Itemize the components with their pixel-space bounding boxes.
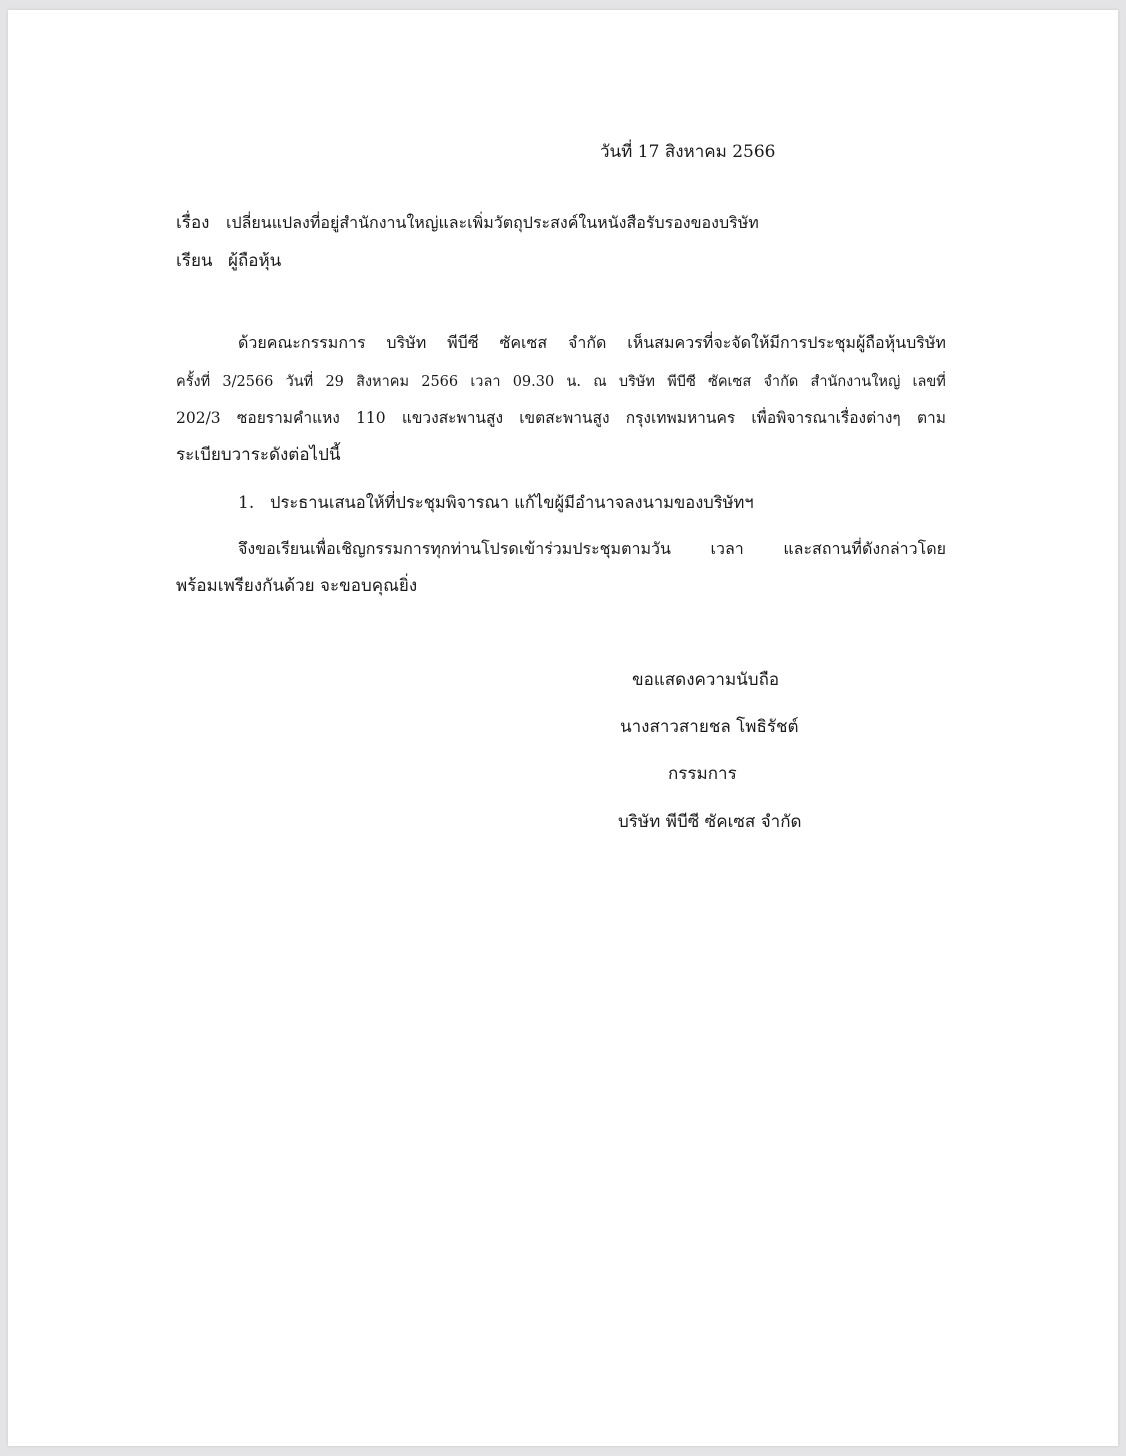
body-line-3 xyxy=(176,407,946,429)
subject-label: เรื่อง xyxy=(176,213,210,233)
body-word: พีบีซี xyxy=(447,333,479,352)
body-word: ณ xyxy=(593,374,607,390)
body-word: และสถานที่ดังกล่าวโดย xyxy=(783,539,946,558)
body-word: เวลา xyxy=(470,374,501,390)
invite-line-2: พร้อมเพรียงกันด้วย จะขอบคุณยิ่ง xyxy=(176,576,418,596)
body-word: ด้วยคณะกรรมการ xyxy=(238,333,366,352)
body-word: จึงขอเรียนเพื่อเชิญกรรมการทุกท่านโปรดเข้าร่วมประชุมตามวัน xyxy=(238,539,671,558)
salutation-label: เรียน xyxy=(176,251,213,271)
body-word: 110 xyxy=(356,409,386,427)
closing: ขอแสดงความนับถือ xyxy=(632,670,780,690)
signer-company: บริษัท พีบีซี ซัคเซส จำกัด xyxy=(618,812,802,832)
body-word: สำนักงานใหญ่ xyxy=(810,374,901,390)
body-word: ตาม xyxy=(916,409,946,427)
letter-page xyxy=(8,10,1118,1446)
body-word: บริษัท xyxy=(386,333,427,352)
body-line-1 xyxy=(238,332,946,354)
subject-text: เปลี่ยนแปลงที่อยู่สำนักงานใหญ่และเพิ่มวัตถุประสงค์ในหนังสือรับรองของบริษัท xyxy=(226,213,759,232)
invite-line-1 xyxy=(238,538,946,560)
body-word: เวลา xyxy=(710,539,744,558)
body-word: เขตสะพานสูง xyxy=(519,409,610,427)
body-word: เลขที่ xyxy=(912,374,946,390)
body-word: จำกัด xyxy=(763,374,799,390)
body-word: แขวงสะพานสูง xyxy=(401,409,504,427)
body-line-4: ระเบียบวาระดังต่อไปนี้ xyxy=(176,445,341,465)
body-word: เห็นสมควรที่จะจัดให้มีการประชุมผู้ถือหุ้นบริษัท xyxy=(627,333,946,352)
body-word: สิงหาคม xyxy=(356,374,409,390)
body-word: 09.30 xyxy=(512,374,555,390)
body-word: วันที่ xyxy=(285,374,314,390)
body-word: ซอยรามคำแหง xyxy=(236,409,340,427)
body-word: จำกัด xyxy=(567,333,607,352)
agenda-number: 1. xyxy=(238,493,255,513)
body-word: 3/2566 xyxy=(222,374,274,390)
body-word: 29 xyxy=(325,374,344,390)
agenda-item: ประธานเสนอให้ที่ประชุมพิจารณา แก้ไขผู้มีอำนาจลงนามของบริษัทฯ xyxy=(270,493,754,512)
body-word: ซัคเซส xyxy=(499,333,548,352)
body-word: 202/3 xyxy=(176,409,221,427)
body-word: 2566 xyxy=(421,374,459,390)
body-word: ซัคเซส xyxy=(708,374,752,390)
body-word: น. xyxy=(566,374,581,390)
body-word: ครั้งที่ xyxy=(176,374,211,390)
body-word: พีบีซี xyxy=(667,374,696,390)
body-line-2 xyxy=(176,371,946,393)
body-word: กรุงเทพมหานคร xyxy=(625,409,736,427)
body-word: เพื่อพิจารณาเรื่องต่างๆ xyxy=(751,409,901,427)
body-word: บริษัท xyxy=(618,374,655,390)
salutation-recipient: ผู้ถือหุ้น xyxy=(228,251,282,271)
signer-name: นางสาวสายชล โพธิรัชต์ xyxy=(620,717,799,737)
letter-date: วันที่ 17 สิงหาคม 2566 xyxy=(600,142,776,162)
signer-title: กรรมการ xyxy=(668,764,737,784)
